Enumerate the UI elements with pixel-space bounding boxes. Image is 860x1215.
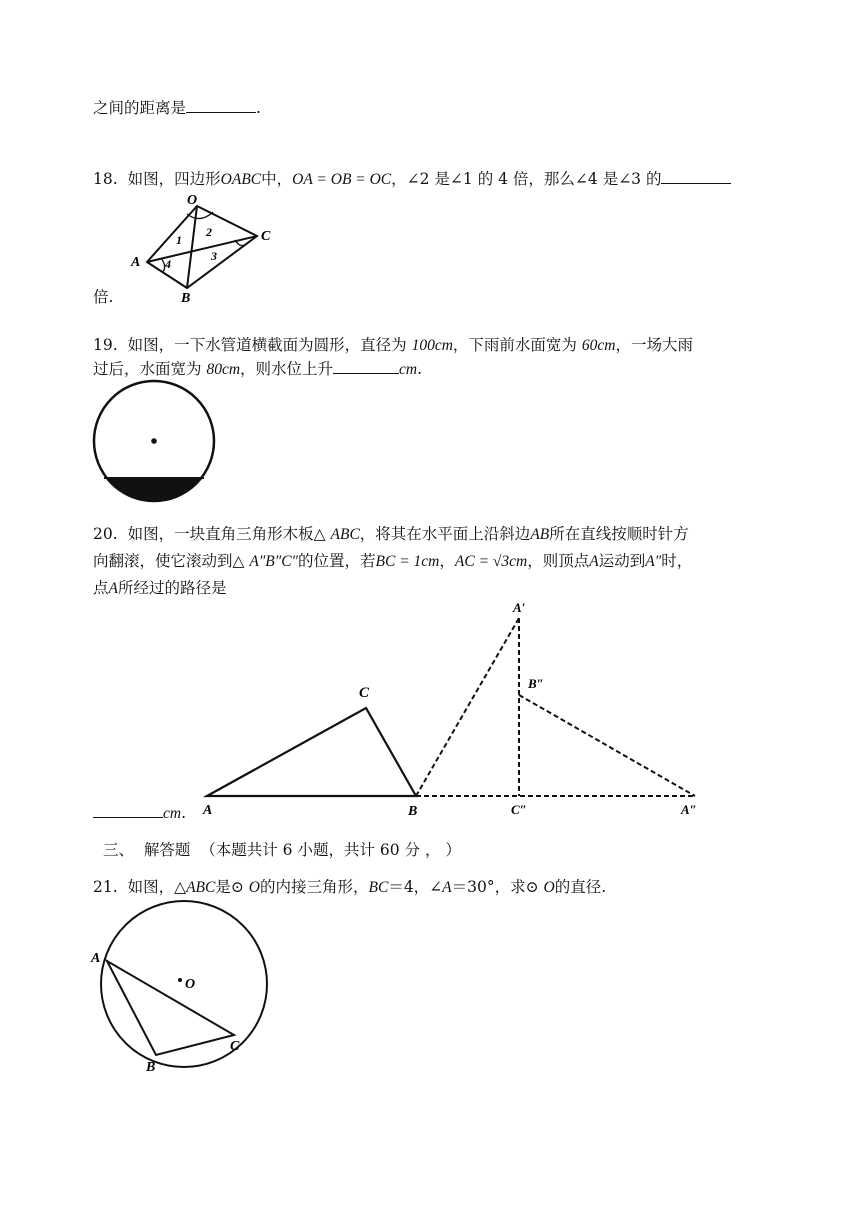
q18-number: 18. — [93, 170, 118, 188]
q19-line-2 — [93, 359, 422, 380]
q20-end: . — [181, 804, 187, 822]
q19-runs-1 — [128, 336, 693, 354]
text-run: 的位置，若 — [298, 552, 376, 570]
q20-triangle-abc — [207, 708, 416, 796]
math-run: A″ — [645, 553, 662, 570]
q20-label-a2: A″ — [681, 802, 697, 817]
q18-line-2 — [93, 287, 113, 307]
q19-line-1 — [93, 335, 693, 356]
q21-label-b: B — [146, 1060, 156, 1075]
text-run: 是⊙ — [215, 878, 249, 896]
q18-label-4: 4 — [165, 257, 171, 271]
math-run: A — [108, 580, 118, 597]
section3-note: （本题共计 6 小题，共计 60 分 ， ） — [200, 841, 461, 859]
q21-label-a: A — [91, 951, 101, 966]
q20-answer-blank[interactable] — [93, 803, 163, 818]
math-run: 60cm — [581, 337, 616, 354]
q19-figure — [92, 378, 222, 508]
text-run: ， — [439, 552, 455, 570]
q19-unit: cm — [399, 361, 418, 378]
q18-label-a: A — [131, 255, 141, 270]
q20-label-c: C — [359, 685, 370, 701]
text-run: 运动到 — [598, 552, 646, 570]
q20-line-2 — [93, 551, 692, 572]
q19-end: . — [417, 360, 423, 378]
math-run: BC — [368, 879, 389, 896]
q18-label-o: O — [187, 193, 198, 208]
q19-number: 19. — [93, 336, 118, 354]
text-run: 向翻滚，使它滚动到△ — [93, 552, 250, 570]
q20-unit: cm — [163, 805, 182, 822]
q20-line-1 — [93, 524, 689, 545]
text-run: ＝4， — [388, 878, 430, 896]
math-run: ABC — [330, 526, 360, 543]
text-run: 如图，一下水管道横截面为圆形，直径为 — [127, 336, 412, 354]
text-run: ＝30°，求⊙ — [451, 878, 544, 896]
text-run: 如图，四边形 — [127, 170, 221, 188]
text-run: ，则水位上升 — [240, 360, 334, 378]
q18-label-3: 3 — [211, 249, 217, 263]
math-run: BC = 1cm — [375, 553, 440, 570]
q20-label-b: B — [408, 804, 418, 819]
q20-label-b2: B″ — [528, 676, 544, 691]
math-run: ∠A — [429, 879, 452, 896]
text-run: ，则顶点 — [527, 552, 590, 570]
math-run: O — [543, 879, 555, 896]
q20-label-a-prime: A′ — [513, 600, 526, 615]
q18-label-2: 2 — [206, 225, 212, 239]
q17-tail-line — [93, 98, 261, 118]
q20-dashed-ba-prime — [416, 618, 519, 796]
q18-suffix: 倍. — [93, 288, 114, 306]
q17-end: . — [256, 99, 261, 117]
text-run: ，将其在水平面上沿斜边 — [359, 525, 531, 543]
text-run: 所在直线按顺时针方 — [549, 525, 689, 543]
q21-runs — [128, 878, 607, 896]
text-run: 时， — [661, 552, 693, 570]
q21-circle-o — [101, 901, 267, 1067]
q18-line-1 — [93, 169, 731, 190]
q20-runs-3 — [93, 579, 227, 597]
text-run: 如图，△ — [127, 878, 187, 896]
text-run: 所经过的路径是 — [117, 579, 227, 597]
q20-figure — [195, 598, 715, 828]
q21-center-dot — [178, 978, 182, 982]
math-run: A — [589, 553, 599, 570]
section3-heading — [103, 840, 461, 860]
q20-runs-2 — [93, 552, 692, 570]
q18-label-1: 1 — [176, 233, 182, 247]
q21-line-1 — [93, 877, 606, 898]
q21-label-o: O — [185, 977, 196, 992]
q18-answer-blank[interactable] — [661, 169, 731, 184]
math-run: 100cm — [411, 337, 453, 354]
math-run: 80cm — [206, 361, 241, 378]
q21-label-c: C — [230, 1039, 240, 1054]
q19-answer-blank[interactable] — [333, 359, 399, 374]
q17-answer-blank[interactable] — [186, 98, 256, 113]
q18-label-c: C — [261, 229, 271, 244]
math-run: ABC — [186, 879, 216, 896]
text-run: 中， — [261, 170, 293, 188]
q20-dashed-b2-a2 — [519, 695, 695, 796]
q18-figure — [125, 193, 285, 306]
q19-runs-2 — [93, 360, 333, 378]
q20-label-a: A — [203, 803, 213, 818]
q20-label-c2: C″ — [511, 802, 527, 817]
text-run: ，一场大雨 — [615, 336, 693, 354]
q20-line-3 — [93, 578, 227, 599]
q19-center-dot — [151, 438, 157, 444]
text-run: ，∠2 是∠1 的 4 倍，那么∠4 是∠3 的 — [391, 170, 662, 188]
q21-figure — [88, 904, 278, 1074]
text-run: 点 — [93, 579, 109, 597]
q21-triangle-abc — [107, 961, 234, 1055]
q21-number: 21. — [93, 878, 118, 896]
math-run: O — [248, 879, 260, 896]
section3-title: 解答题 — [143, 841, 191, 859]
q18-label-b: B — [181, 291, 191, 306]
q20-runs-1 — [128, 525, 689, 543]
text-run: 的内接三角形， — [259, 878, 369, 896]
q18-runs — [128, 170, 662, 188]
text-run: 过后，水面宽为 — [93, 360, 207, 378]
math-run: A″B″C″ — [249, 553, 299, 570]
math-run: OABC — [220, 171, 262, 188]
math-run: AC = √3cm — [454, 553, 528, 570]
math-run: AB — [530, 526, 550, 543]
text-run: 的直径. — [554, 878, 607, 896]
q20-number: 20. — [93, 525, 118, 543]
text-run: 如图，一块直角三角形木板△ — [127, 525, 331, 543]
section3-number: 三、 — [103, 841, 135, 859]
q17-tail-text: 之间的距离是 — [93, 99, 187, 117]
q20-answer-line — [93, 803, 186, 824]
math-run: OA = OB = OC — [292, 171, 392, 188]
text-run: ，下雨前水面宽为 — [452, 336, 582, 354]
